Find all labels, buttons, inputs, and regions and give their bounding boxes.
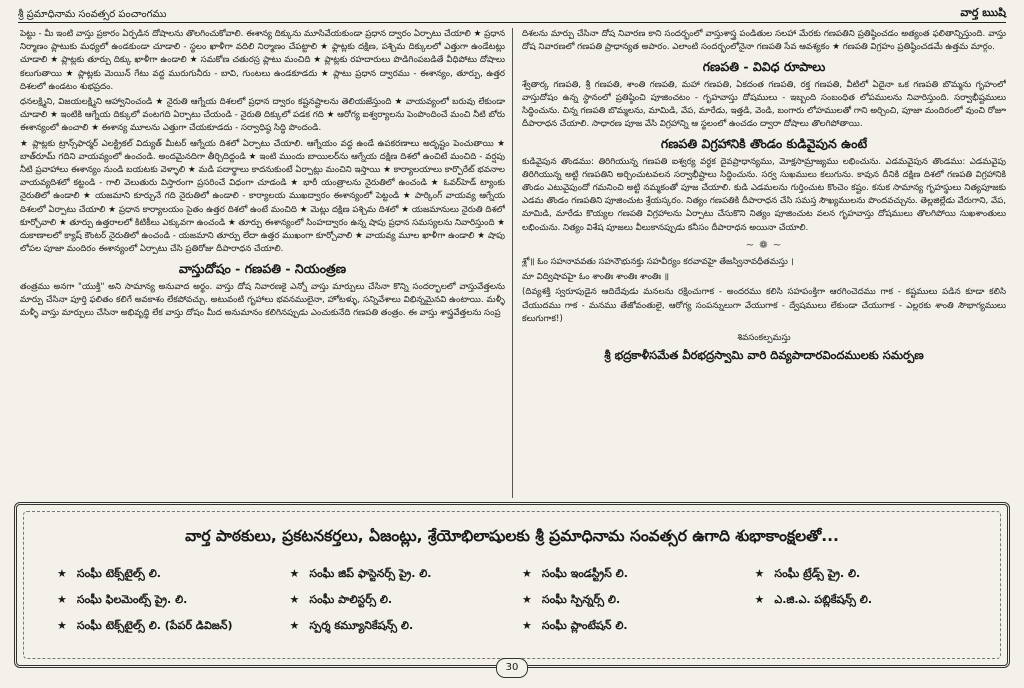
ad-company-item [755, 567, 978, 583]
right-subheading-1: గణపతి - వివిధ రూపాలు [702, 59, 826, 75]
sloka-line-1: శ్లో॥ ఓం సహనావవతు సహనౌభునక్తు సహవీర్యం కరవావహై తేజస్వినావధీతమస్తు । [522, 257, 794, 268]
header-masthead: వార్త ఋషి [960, 6, 1006, 19]
sloka-meaning: (దివ్యశక్తి స్వరూపుడైన ఆదిదేవుడు మనలను రక్షించుగాక - అందరము కలిసి సహపంక్తిగా ఆరగించెదము గాక - కష్టములు పడిన కూడా కలిసి చేయుదము గాక - మనము తేజోవంతులై, ఆరోగ్య సంపన్నులుగా వేయుగాక - ద్వేషములు లేకుండా చేయుగాక - ఎల్లరకు శాంతి సౌభాగ్యములు కలుగుగాక!) [522, 287, 1006, 324]
star-icon: ★ [289, 593, 300, 606]
ad-company-name: ఎ.జి.ఎ. పబ్లికేషన్స్ లి. [774, 593, 873, 606]
right-paragraph-1: శ్వేతార్క గణపతి, శ్రీ గణపతి, శాంతి గణపతి, మహా గణపతి, ఏకదంత గణపతి, రక్త గణపతి, వీటిలో ఏదైనా ఒక గణపతి బొమ్మను గృహంలో వాస్తుదోషం ఉన్న స్థానంలో ప్రతిష్ఠించి పూజించటం - గృహవాస్తు దోషములు - ఇబ్బంది సంబంధిత లోపములను నివారిస్తుంది. సర్వాభీష్టములు సిద్ధించును. చిన్న గణపతి బొమ్మలను, మామిడి, వేప, మారేడు, ఇత్తడి, వెండి, బంగారు లోహములతో గాని అర్చించి, పూజా మందిరంలో వుంచి రోజూ దీపారాధన చేయాలి. సాధారణ పూజ వేసి విగ్రహాన్ని ఆ స్థలంలో ఉంచడం ద్వారా దోషాలు తొలగిపోతాయి. [522, 79, 1006, 130]
ad-company-item [290, 593, 513, 609]
ad-company-name: సంఘీ టెక్స్‌టైల్స్ లి. (పేపర్ డివిజన్) [76, 619, 233, 632]
right-subheading-2: గణపతి విగ్రహానికి తొండం కుడివైపున ఉంటే [660, 136, 868, 152]
column-divider [512, 28, 513, 498]
dedication-line: శ్రీ భద్రకాళీసమేత వీరభద్రస్వామి వారి దివ్యపాదారవిందములకు సమర్పణ [604, 348, 924, 363]
star-icon: ★ [522, 619, 532, 632]
ad-company-name: సంఘీ జిప్ ఫాస్టెనర్స్ ప్రై. లి. [309, 567, 432, 580]
left-paragraph-2: ధనలక్ష్మిని, విజయలక్ష్మిని ఆహ్వానించండి ★ నైరుతి ఆగ్నేయ దిశలలో ప్రధాన ద్వారం కష్టనష్టాలను తెలియజేస్తుంది ★ వాయవ్యంలో బరువు లేకుండా చూడాలి ★ ఇంటికి ఆగ్నేయ దిక్కులో వంటగది ఏర్పాటు చేయండి - నైరుతి దిక్కులో పడక గది ★ ఆరోగ్య ఐశ్వర్యాలను పెంపొందించే మంచి నీటి బోరు ఈశాన్యంలో ఉంచాలి ★ ఈశాన్య మూలను ఎత్తుగా చేయకూడదు - సర్వాధిష్ఠ సిద్ధి పొందండి. [20, 97, 505, 134]
ad-company-item [57, 593, 280, 609]
ad-company-item [522, 593, 745, 609]
star-icon: ★ [289, 567, 300, 580]
ad-company-item [57, 619, 280, 635]
ad-company-list [57, 567, 977, 635]
ad-company-name: సంఘీ ట్రేడ్స్ ప్రై. లి. [774, 567, 861, 580]
ad-company-name: సంఘీ స్పిన్నర్స్ లి. [541, 593, 621, 606]
signoff-text: శివసంకల్పమస్తు [737, 333, 791, 344]
ad-headline: వార్త పాఠకులు, ప్రకటనకర్తలు, ఏజంట్లు, శ్రేయోభిలాషులకు శ్రీ ప్రమాధినామ సంవత్సర ఉగాది శుభాకాంక్షలతో... [185, 527, 839, 545]
right-intro-paragraph: దిశలను మార్పు చేసినా దోష నివారణ కాని సందర్భంలో వాస్తుశాస్త్ర పండితుల సలహా మేరకు గణపతిని ప్రతిష్ఠించడం అత్యంత ఫలితాన్నిస్తుంది. వాస్తు దోష నివారణలో గణపతి ప్రాధాన్యత అపారం. ఎలాంటి సందర్భంలోనైనా గణపతి సేవ ఆవశ్యకం ★ గణపతి విగ్రహం ప్రతిష్ఠించడమే ఉత్తమ మార్గం. [522, 29, 1006, 53]
star-icon: ★ [754, 567, 765, 580]
ad-company-item [290, 619, 513, 635]
ad-company-name: సంఘీ టెక్స్‌టైల్స్ లి. [76, 567, 161, 580]
left-paragraph-1: పెట్టు - మీ ఇంటి వాస్తు ప్రకారం ఏర్పడిన దోషాలను తొలగించుకోవాలి. ఈశాన్య దిక్కును మూసివేయకుండా ప్రధాన ద్వారం ఏర్పాటు చేయాలి ★ ప్రధాన నిర్మాణం ప్లాటుకు మధ్యలో ఉండకుండా చూడాలి - స్థలం ఖాళీగా వదిలి నిర్మాణం చేపట్టాలి ★ ఫ్లాట్లకు దక్షిణ, పశ్చిమ దిక్కులలో ఎత్తుగా ఉండేటట్లు చూడాలి ★ ప్లాట్లకు తూర్పు దిక్కు ఖాళీగా ఉండాలి ★ సమకోణ చతురస్ర ప్లాటు మంచిది ★ ప్లాట్లకు రహదారులు పొడిగింపబడితే వీధిపోటు దోషాలు కలుగుతాయి ★ ప్లాట్లకు మెయిన్ గేటు వద్ద మురుగునీరు - బావి, గుంటలు ఉండకూడదు ★ ప్లాటు ప్రధాన ద్వారము - ఈశాన్యం, తూర్పు, ఉత్తర దిశలలో ఉండటం శుభప్రదం. [20, 29, 505, 92]
ad-company-item [522, 567, 745, 583]
sloka-line-2: మా విద్విషావహై ఓం శాంతిః శాంతిః శాంతిః ॥ [522, 272, 669, 283]
star-icon: ★ [289, 619, 300, 632]
ad-company-name: స్పర్శ కమ్యూనికేషన్స్ లి. [309, 619, 414, 632]
right-paragraph-2: కుడివైపున తొండము: తిరిగియున్న గణపతి ఐశ్వర్య వర్ధక దైవప్రాధాన్యము, మోక్షసామ్రాజ్యము లభించును. ఎడమవైపున తొండము: ఎడమవైపు తిరిగియున్న అట్టి గణపతిని అర్చించుటవలన సర్వాభీష్టాలు సిద్ధించును. సర్వ సుఖములు కలుగును. కావున దీనికి దక్షిణ దిశలో గణపతి విగ్రహానికి తొండం ఎటువైపుందో గమనించి అట్టి నమ్మకంతో పూజ చేయాలి. కుడి ఎడమలను గుర్తించుట కొంచెం కష్టం. కనుక సామాన్య గృహస్థులు నిత్యపూజకు ఎడమ తొండం గణపతిని పూజించుట శ్రేయస్కరం. నిత్యం గణపతికి దీపారాధన చేసి సమస్త సౌఖ్యములను పొందవచ్చును. తెల్లజిల్లేడు వేరుగాని, వేప, మామిడి, మారేడు కొయ్యల గణపతి విగ్రహాలను ఏర్పాటు చేసుకొని నిత్యం పూజించుట వలన గృహవాస్తు దోషములు తొలగిపోయి సుఖశాంతులు లభించును. నిత్యం విశేష పూజలు వీలుకానప్పుడు కనీసం దీపారాధన అయినా చేయాలి. [522, 156, 1006, 233]
left-subheading: వాస్తుదోషం - గణపతి - నియంత్రణ [178, 261, 347, 277]
page-header [18, 6, 1006, 23]
star-icon: ★ [57, 567, 67, 580]
star-icon: ★ [522, 567, 532, 580]
left-paragraph-3: ★ ప్లాట్లకు ట్రాన్స్‌ఫార్మర్ ఎలక్ట్రికల్ విద్యుత్ మీటర్ ఆగ్నేయ దిశలో ఏర్పాటు చేయాలి. ఆగ్నేయం వద్ద ఉండే ఉపకరణాలు అదృష్టం పెంచుతాయి ★ బాత్‌రూమ్ గదిని వాయవ్యంలో ఉంచండి. అందమైనదిగా తీర్చిదిద్దండి ★ ఇంటి ముందు బాయిలర్‌ను ఆగ్నేయ దక్షిణ దిశలో ఉంచిటే మంచిది - వర్షపు నీటి ప్రవాహాలు ఈశాన్యం నుండి బయటకు వెళ్ళాలి ★ మడి పదార్థాలు కాదనుకుంటే ఏర్పాట్లు మంచిని ఇస్తాయి ★ కార్యాలయాలు కార్పొరేట్ భవనాల వాయవ్యదిశలో కట్టండి - గాలి వెలుతురు విస్తారంగా ప్రసరించే విధంగా చూడండి ★ భారీ యంత్రాలను నైరుతిలో ఉంచండి ★ ఓవర్‌హెడ్ ట్యాంకు నైరుతిలో ఉండాలి ★ యజమాని కూర్చునే గది నైరుతిలో ఉండాలి - కార్యాలయ ముఖద్వారం ఈశాన్యంలో పెట్టండి ★ పార్కింగ్ వాయవ్య ఆగ్నేయ దిశలలో ఏర్పాటు చేయాలి ★ ప్రధాన కార్యాలయం సైతం ఉత్తర దిశలో ఉంటే మంచిది ★ మెట్లు దక్షిణ పశ్చిమ దిశలో ★ యజమానులు నైరుతి దిశలో కూర్చోవాలి ★ తూర్పు ఉత్తరాలలో కిటికీలు ఎక్కువగా ఉంచండి ★ తూర్పు ఈశాన్యంలో సింహద్వారం ఉన్న షాపు ప్రధాన సమస్యలను నివారిస్తుంది ★ దుకాణాలలో క్యాష్ కౌంటర్ నైరుతిలో ఉంచండి - యజమాని తూర్పు లేదా ఉత్తర ముఖంగా కూర్చోవాలి ★ వాయవ్య మూల ఖాళీగా ఉండాలి ★ షాపు లోపల పూజా మందిరం ఈశాన్యంలో ఏర్పాటు చేసి ప్రతిరోజు దీపారాధన చేయాలి. [20, 138, 505, 255]
ad-company-name: సంఘీ ఫిలమెంట్స్ ప్రై. లి. [76, 593, 188, 606]
ad-company-item [57, 567, 280, 583]
ad-company-item [290, 567, 513, 583]
ad-company-name: సంఘీ ఇండస్ట్రీస్ లి. [541, 567, 628, 580]
star-icon: ★ [754, 593, 765, 606]
star-icon: ★ [57, 619, 67, 632]
ornament-divider: ~ ❁ ~ [745, 239, 783, 251]
left-closing-paragraph: తంత్రము అనగా "యుక్తి" అని సామాన్య అనువాద అర్థం. వాస్తు దోష నివారణకై ఎన్నో వాస్తు మార్పులు చేసినా కొన్ని సందర్భాలలో వాస్తువేత్తలను మార్పు చేసినా పూర్తి ఫలితం కలిగే అవకాశం లేకపోవచ్చు. అటువంటి గృహాలు భవనములైనా, హోటళ్ళు, సన్నివేశాలు విభిన్నమైనవి ఉంటాయి. మళ్ళీ మళ్ళీ వాస్తు మార్పులు చేసినా అభివృద్ధి లేక వాస్తు దోషం మీద అనుమానం కలిగినప్పుడు ఎంచుకునేది గణపతి తంత్రం. ఈ వాస్తు శాస్త్రవేత్తలను సంప్ర [20, 281, 505, 319]
left-column [20, 28, 505, 498]
star-icon: ★ [57, 593, 67, 606]
ad-company-name: సంఘీ ప్లాంటేషన్ లి. [541, 619, 628, 632]
ad-company-item [522, 619, 745, 635]
header-left-title: శ్రీ ప్రమాధినామ సంవత్సర పంచాంగము [18, 9, 167, 20]
page-number: 30 [496, 658, 528, 678]
right-column [522, 28, 1006, 498]
greetings-advertisement [14, 502, 1010, 668]
ad-company-name: సంఘీ పాలిస్టర్స్ లి. [309, 593, 393, 606]
star-icon: ★ [522, 593, 532, 606]
ad-company-item [755, 593, 978, 609]
